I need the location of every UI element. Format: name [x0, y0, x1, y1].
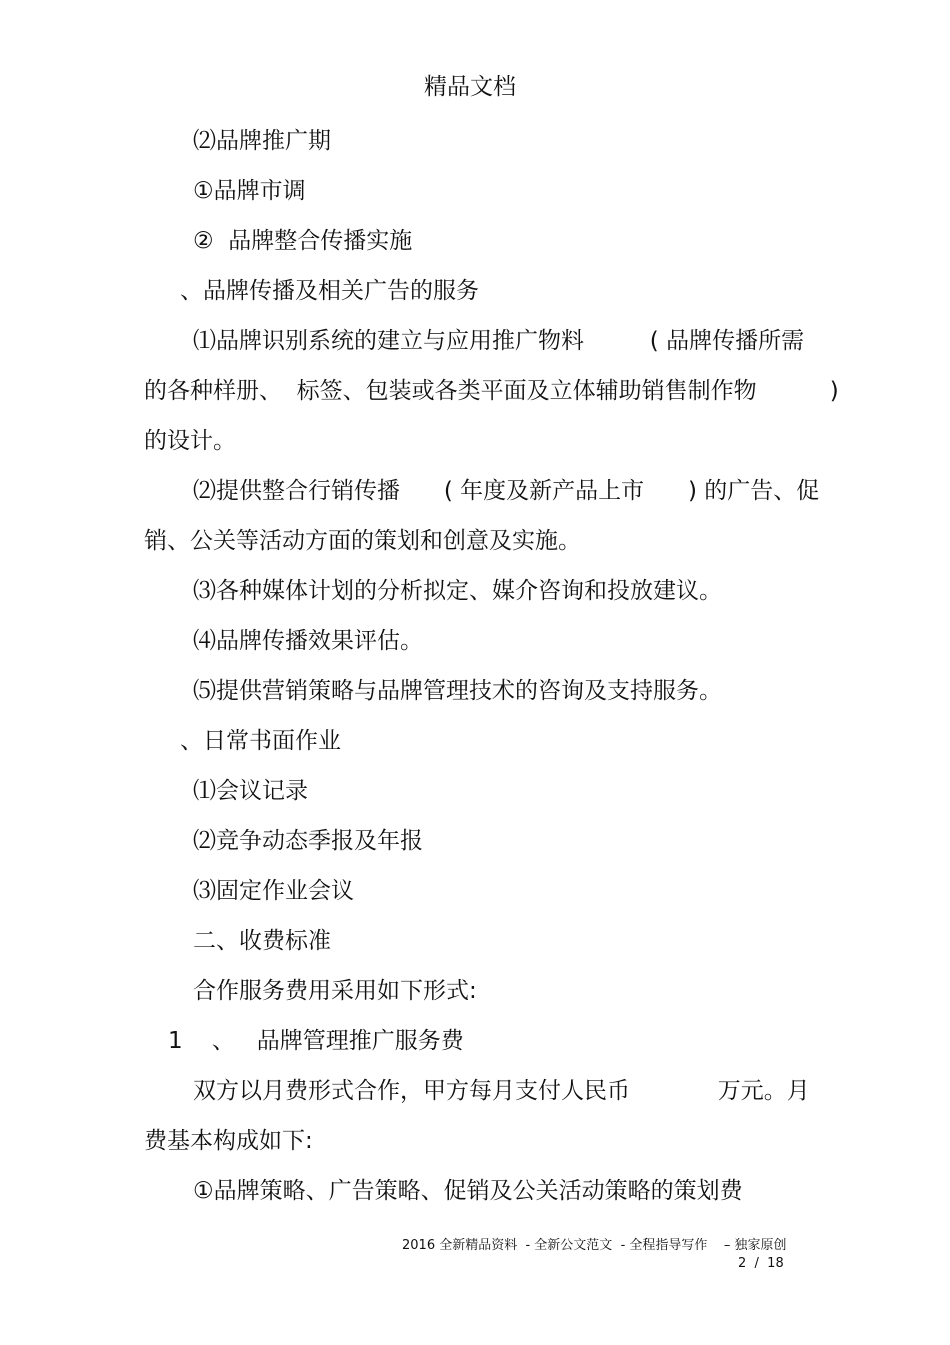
text-line: ⑶固定作业会议: [193, 878, 354, 904]
text-line: 双方以月费形式合作，甲方每月支付人民币 万元。月: [193, 1078, 810, 1104]
footer-source: 2016 全新精品资料 - 全新公文范文 - 全程指导写作 – 独家原创: [402, 1238, 787, 1253]
page-header: 精品文档: [424, 74, 516, 100]
text-line: 费基本构成如下:: [144, 1128, 313, 1154]
text-line: ⑵竞争动态季报及年报: [193, 828, 423, 854]
section-heading: 1 、 品牌管理推广服务费: [168, 1028, 464, 1054]
text-line: 销、公关等活动方面的策划和创意及实施。: [144, 528, 581, 554]
text-line: ⑴会议记录: [193, 778, 308, 804]
text-line: ⑶各种媒体计划的分析拟定、媒介咨询和投放建议。: [193, 578, 722, 604]
text-line: ①品牌策略、广告策略、促销及公关活动策略的策划费: [193, 1178, 743, 1204]
text-line: ② 品牌整合传播实施: [193, 228, 413, 254]
text-line: ⑵品牌推广期: [193, 128, 331, 154]
section-heading: 、日常书面作业: [180, 728, 341, 754]
page-number: 2 / 18: [738, 1256, 784, 1271]
section-heading: 、品牌传播及相关广告的服务: [180, 278, 479, 304]
section-heading: 二、收费标准: [193, 928, 331, 954]
text-line: 的设计。: [144, 428, 236, 454]
text-line: ①品牌市调: [193, 178, 306, 204]
text-line: ⑷品牌传播效果评估。: [193, 628, 423, 654]
text-line: ⑸提供营销策略与品牌管理技术的咨询及支持服务。: [193, 678, 722, 704]
text-line: ⑴品牌识别系统的建立与应用推广物料 ( 品牌传播所需: [193, 328, 805, 354]
text-line: 的各种样册、 标签、包装或各类平面及立体辅助销售制作物 ): [144, 378, 839, 404]
text-line: 合作服务费用采用如下形式:: [193, 978, 477, 1004]
text-line: ⑵提供整合行销传播 ( 年度及新产品上市 ) 的广告、促: [193, 478, 820, 504]
